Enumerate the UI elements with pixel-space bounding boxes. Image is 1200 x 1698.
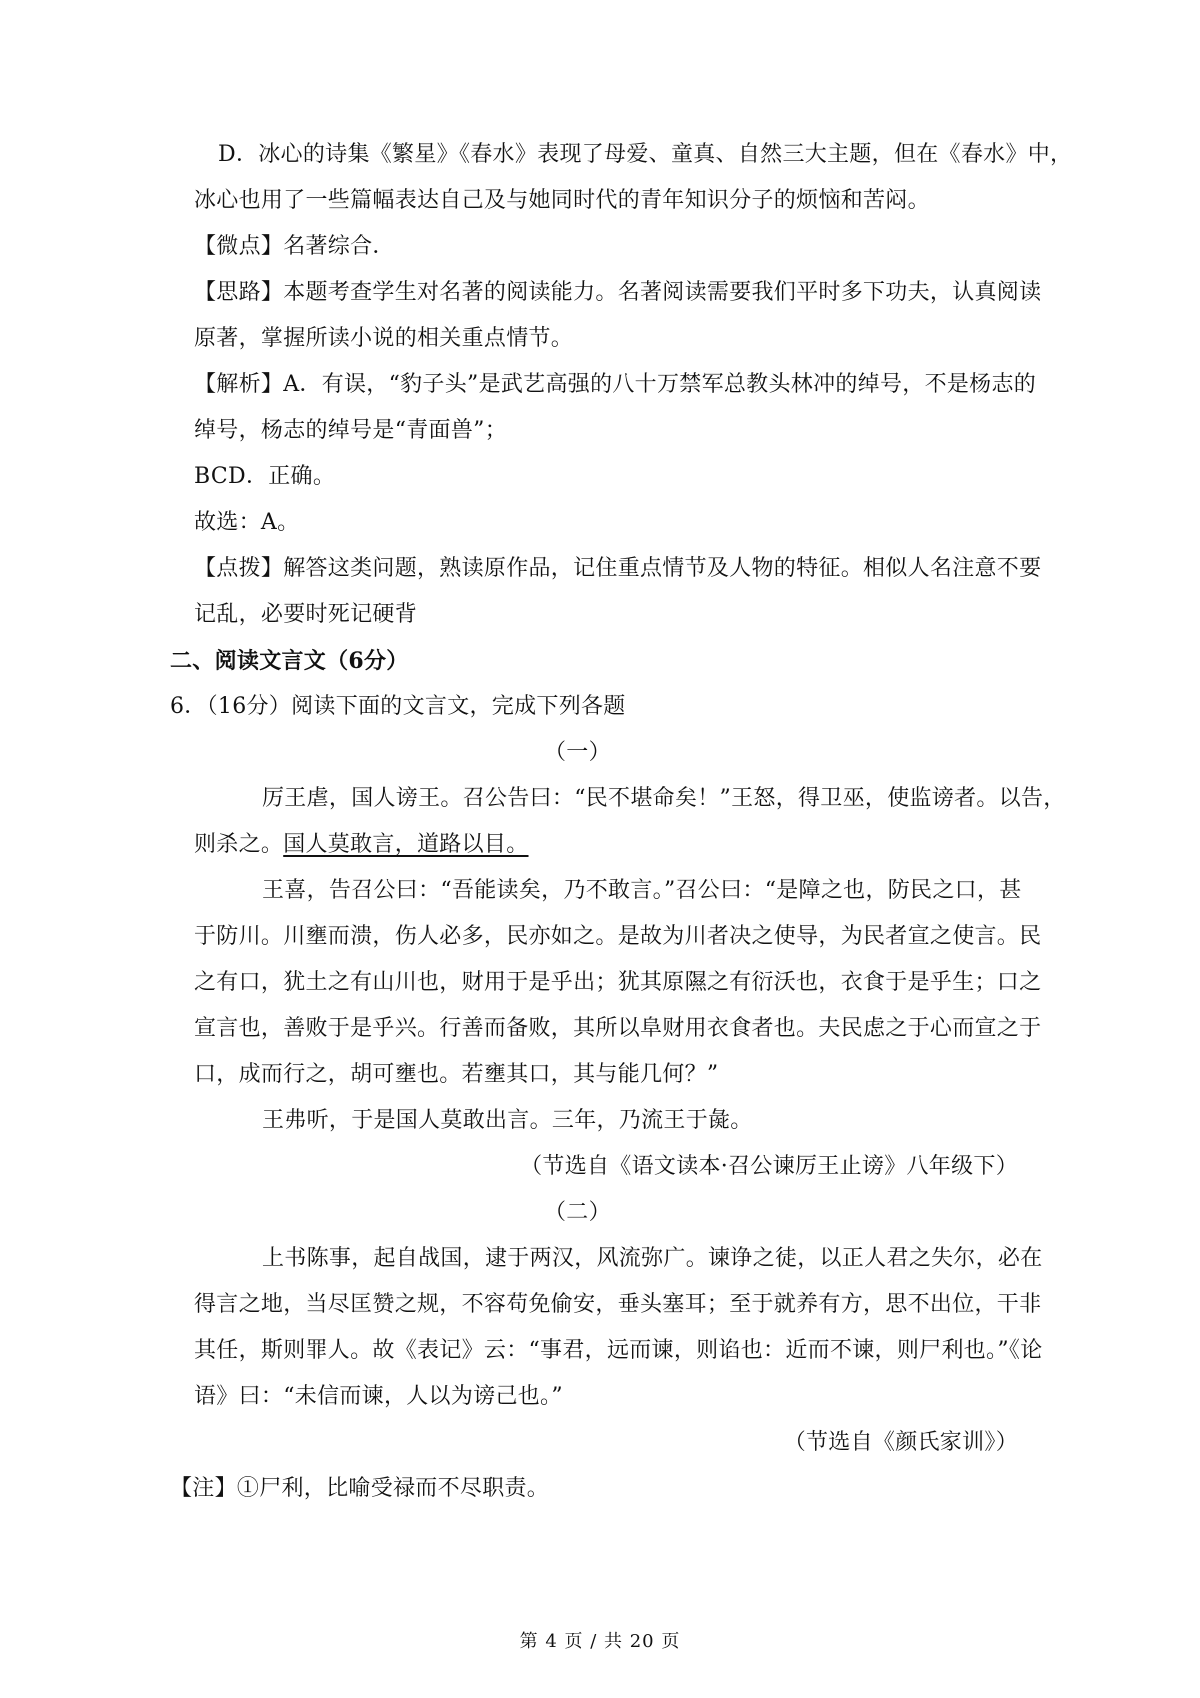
passage-2-label: （二） (544, 1200, 611, 1225)
answer-d-line-2: 冰心也用了一些篇幅表达自己及与她同时代的青年知识分子的烦恼和苦闷。 (194, 188, 930, 213)
silu-line-1: 【思路】本题考查学生对名著的阅读能力。名著阅读需要我们平时多下功夫，认真阅读 (194, 280, 1042, 305)
passage-1-p2-line-1: 王喜，告召公曰：“吾能读矣，乃不敢言。”召公曰：“是障之也，防民之口，甚 (262, 878, 1022, 903)
passage-1-source: （节选自《语文读本·召公谏厉王止谤》八年级下） (520, 1154, 1018, 1179)
passage-1-p1-line-1: 厉王虐，国人谤王。召公告曰：“民不堪命矣！”王怒，得卫巫，使监谤者。以告， (262, 786, 1066, 811)
bcd-line: BCD．正确。 (194, 464, 336, 489)
weidian-paragraph: 【微点】名著综合． (194, 234, 395, 259)
answer-d-line-1: D．冰心的诗集《繁星》《春水》表现了母爱、童真、自然三大主题，但在《春水》中， (218, 142, 1073, 167)
answer-choice-line: 故选：A。 (194, 510, 300, 535)
jiexi-line-1: 【解析】A．有误，“豹子头”是武艺高强的八十万禁军总教头林冲的绰号，不是杨志的 (194, 372, 1037, 397)
dianbo-line-2: 记乱，必要时死记硬背 (194, 602, 418, 627)
note-line: 【注】①尸利，比喻受禄而不尽职责。 (170, 1476, 550, 1501)
question-6-title: 6．（16分）阅读下面的文言文，完成下列各题 (170, 694, 626, 719)
passage-2-line-1: 上书陈事，起自战国，逮于两汉，风流弥广。谏诤之徒，以正人君之失尔，必在 (262, 1246, 1043, 1271)
passage-2-line-2: 得言之地，当尽匡赞之规，不容苟免偷安，垂头塞耳；至于就养有方，思不出位，干非 (194, 1292, 1042, 1317)
jiexi-line-2: 绰号，杨志的绰号是“青面兽”； (194, 418, 507, 443)
passage-2-line-3: 其任，斯则罪人。故《表记》云：“事君，远而谏，则谄也：近而不谏，则尸利也。”《论 (194, 1338, 1043, 1363)
passage-1-label: （一） (544, 740, 611, 765)
silu-line-2: 原著，掌握所读小说的相关重点情节。 (194, 326, 574, 351)
passage-2-line-4: 语》曰：“未信而谏，人以为谤己也。” (194, 1384, 563, 1409)
underlined-sentence: 国人莫敢言，道路以目。 (283, 832, 529, 857)
page-number-footer: 第 4 页 / 共 20 页 (519, 1631, 681, 1652)
passage-1-p1-plain: 则杀之。 (194, 832, 284, 857)
passage-1-p2-line-3: 之有口，犹土之有山川也，财用于是乎出；犹其原隰之有衍沃也，衣食于是乎生；口之 (194, 970, 1042, 995)
passage-1-p2-line-4: 宣言也，善败于是乎兴。行善而备败，其所以阜财用衣食者也。夫民虑之于心而宣之于 (194, 1016, 1042, 1041)
passage-1-p3: 王弗听，于是国人莫敢出言。三年，乃流王于彘。 (262, 1108, 753, 1133)
passage-1-p1-line-2 (194, 830, 529, 860)
section-heading: 二、阅读文言文（6分） (170, 648, 409, 674)
passage-1-p2-line-5: 口，成而行之，胡可壅也。若壅其口，其与能几何？” (194, 1062, 719, 1087)
passage-2-source: （节选自《颜氏家训》） (783, 1430, 1018, 1455)
dianbo-line-1: 【点拨】解答这类问题，熟读原作品，记住重点情节及人物的特征。相似人名注意不要 (194, 556, 1042, 581)
passage-1-p2-line-2: 于防川。川壅而溃，伤人必多，民亦如之。是故为川者决之使导，为民者宣之使言。民 (194, 924, 1042, 949)
